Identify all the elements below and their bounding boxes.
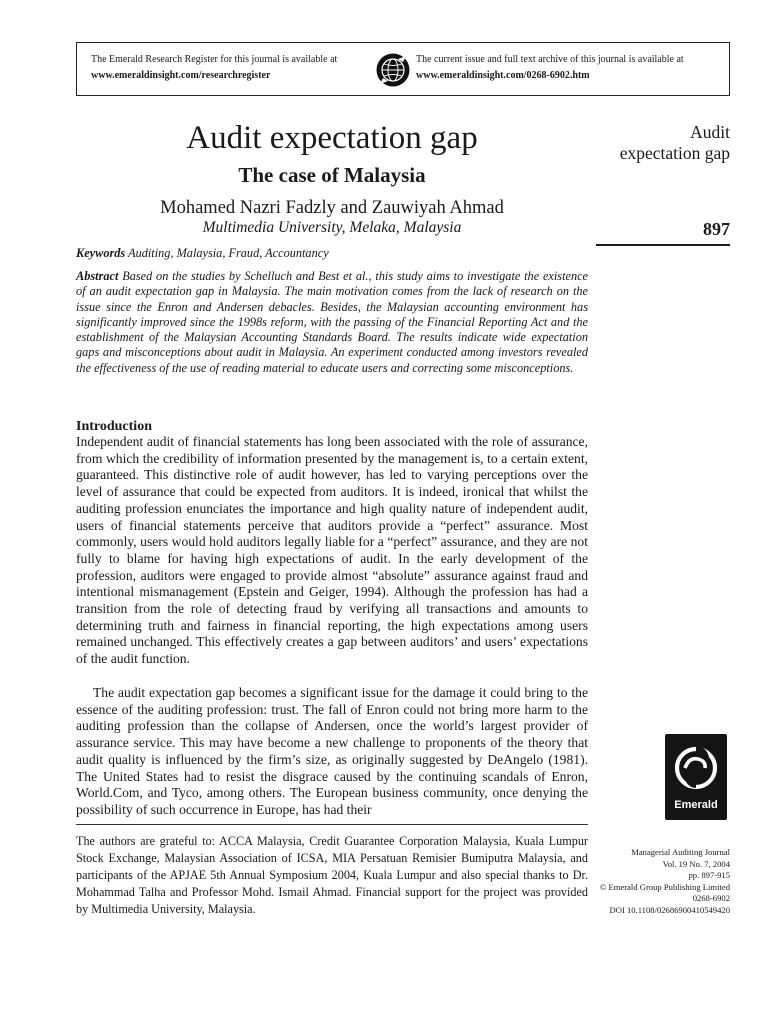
journal-archive-link[interactable]: www.emeraldinsight.com/0268-6902.htm bbox=[416, 70, 590, 81]
abstract-text: Based on the studies by Schelluch and Best et al., this study aims to investigate the existence of an audit expectation gap in Malaysia. The main motivation comes from the lack of research on the issue since the Enron and Andersen debacles. Besides, the Malaysian accounting environment has significantly improved since the 1998s reform, with the passing of the Financial Reporting Act and the establishment of the Malaysian Accounting Standards Board. The results indicate wide expectation gaps and misconceptions about audit in Malaysia. An experiment conducted among investors revealed the effectiveness of the use of reading material to educate users and correcting some misconceptions. bbox=[76, 269, 589, 375]
journal-info bbox=[592, 847, 730, 916]
journal-pages: pp. 897-915 bbox=[688, 870, 730, 880]
affiliation: Multimedia University, Melaka, Malaysia bbox=[202, 219, 462, 236]
footnote-rule bbox=[76, 824, 588, 825]
research-register-box bbox=[76, 42, 730, 96]
page-number: 897 bbox=[703, 219, 730, 239]
page-title: Audit expectation gap bbox=[186, 120, 478, 156]
register-right-notice bbox=[416, 52, 736, 84]
journal-volume: Vol. 19 No. 7, 2004 bbox=[662, 858, 730, 869]
keywords bbox=[76, 245, 588, 261]
section-heading-introduction: Introduction bbox=[76, 419, 152, 434]
journal-copyright: © Emerald Group Publishing Limited bbox=[599, 881, 730, 892]
abstract bbox=[76, 269, 588, 376]
page-subtitle: The case of Malaysia bbox=[238, 163, 426, 187]
register-left-text: The Emerald Research Register for this journal is available at bbox=[91, 54, 338, 65]
globe-icon bbox=[376, 53, 410, 87]
running-head-rule bbox=[596, 244, 730, 246]
register-right-text: The current issue and full text archive of this journal is available at bbox=[416, 54, 684, 65]
emerald-logo-text: Emerald bbox=[674, 799, 718, 811]
journal-name: Managerial Auditing Journal bbox=[631, 847, 730, 857]
body-paragraph: Independent audit of financial statements has long been associated with the role of assurance, from which the credibility of information presented by the management is, to a certain extent, guaranteed. This distinctive role of audit however, has led to varying perceptions over the level of assurance that could be expected from auditors. It is indeed, ironical that whilst the auditing profession enunciates the importance and high quality nature of independent audit, users of financial statements perceive that auditors provide a “perfect” assurance. Most commonly, users would hold auditors legally liable for a “perfect” assurance, and they are not fully to blame for having high expectations of audit. In the early development of the profession, auditors were engaged to provide almost “absolute” assurance against fraud and intentional mismanagement (Epstein and Geiger, 1994). Although the profession has had a transition from the role of detecting fraud by verifying all transactions and amounts to determining truth and fairness in financial reporting, the high expectations among users remained unchanged. This effectively creates a gap between auditors’ and users’ expectations of the audit function. bbox=[76, 434, 588, 667]
register-left-notice bbox=[91, 52, 381, 84]
abstract-label: Abstract bbox=[76, 269, 119, 283]
research-register-link[interactable]: www.emeraldinsight.com/researchregister bbox=[91, 70, 271, 81]
journal-doi[interactable]: DOI 10.1108/02686900410549420 bbox=[609, 904, 730, 915]
running-head bbox=[596, 122, 730, 164]
journal-issn: 0268-6902 bbox=[692, 893, 730, 903]
emerald-e-icon bbox=[665, 736, 727, 798]
authors: Mohamed Nazri Fadzly and Zauwiyah Ahmad bbox=[160, 198, 504, 218]
acknowledgement-footnote: The authors are grateful to: ACCA Malaysia, Credit Guarantee Corporation Malaysia, Kuala Lumpur Stock Exchange, Malaysian Association of ICSA, MIA Persatuan Remisier Bumiputra Malaysia, and participants of the APJAE 5th Annual Symposium 2004, Kuala Lumpur and also special thanks to Dr. Mohammad Talha and Professor Mohd. Ismail Ahmad. Financial support for the project was provided by Multimedia University, Malaysia. bbox=[76, 834, 588, 916]
keywords-text: Auditing, Malaysia, Fraud, Accountancy bbox=[128, 246, 329, 260]
running-head-line-2: expectation gap bbox=[619, 143, 730, 163]
body-paragraph: The audit expectation gap becomes a significant issue for the damage it could bring to the essence of the auditing profession: trust. The fall of Enron could not bring more harm to the auditing profession than the collapse of Andersen, once the world’s largest provider of assurance service. This may have become a new challenge to proponents of the theory that audit quality is influenced by the firm’s size, as originally suggested by DeAngelo (1981). The United States had to resist the disgrace caused by the continuing scandals of Enron, World.Com, and Tyco, among others. The European business community, once denying the possibility of such occurrence in Europe, has had their bbox=[76, 685, 588, 817]
keywords-label: Keywords bbox=[76, 246, 126, 260]
running-head-line-1: Audit bbox=[690, 122, 730, 142]
